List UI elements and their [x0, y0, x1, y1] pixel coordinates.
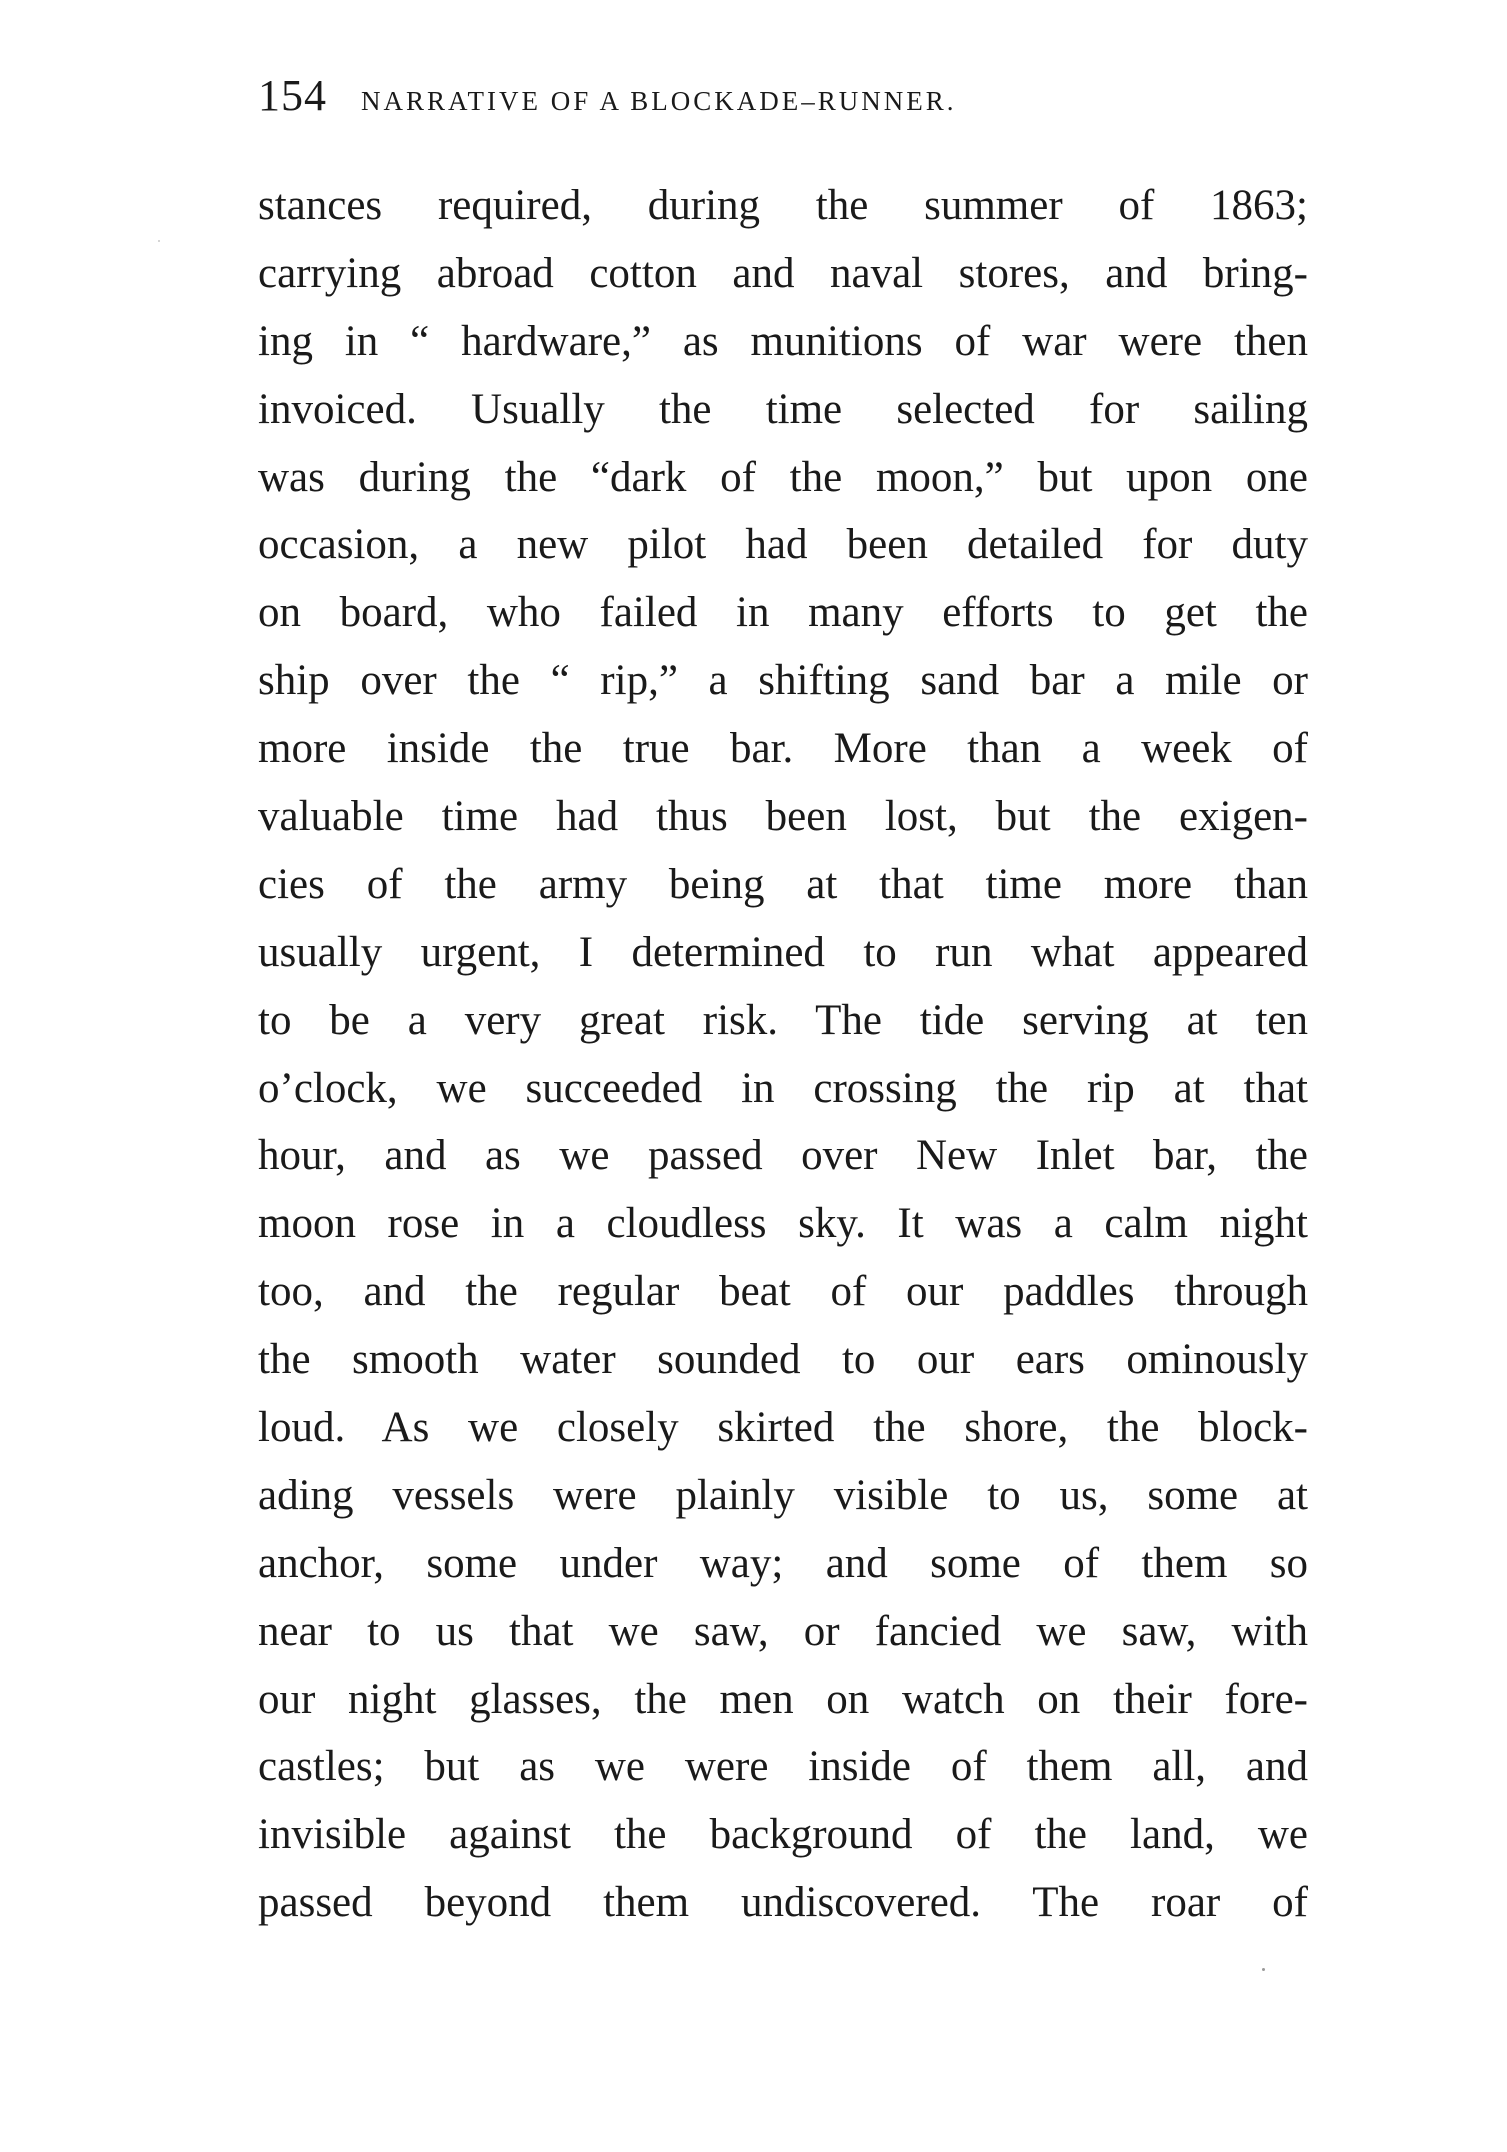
text-line: too, and the regular beat of our paddles through: [258, 1268, 1308, 1316]
text-line: more inside the true bar. More than a week of: [258, 725, 1308, 773]
text-line: anchor, some under way; and some of them so: [258, 1539, 1308, 1587]
text-line: our night glasses, the men on watch on their fore-: [258, 1675, 1308, 1723]
text-line: passed beyond them undiscovered. The roar of: [258, 1879, 1308, 1927]
page-number: 154: [258, 71, 327, 120]
text-line: valuable time had thus been lost, but the exigen-: [258, 793, 1308, 841]
text-line: hour, and as we passed over New Inlet bar, the: [258, 1132, 1308, 1180]
text-line: castles; but as we were inside of them all, and: [258, 1743, 1308, 1791]
text-line: usually urgent, I determined to run what appeared: [258, 928, 1308, 976]
text-line: invisible against the background of the land, we: [258, 1811, 1308, 1859]
text-line: occasion, a new pilot had been detailed for duty: [258, 521, 1308, 569]
text-line: stances required, during the summer of 1863;: [258, 182, 1308, 229]
text-line: near to us that we saw, or fancied we saw, with: [258, 1607, 1308, 1655]
paper-speck: [158, 240, 160, 242]
text-line: ading vessels were plainly visible to us, some at: [258, 1471, 1308, 1519]
text-line: loud. As we closely skirted the shore, the block-: [258, 1404, 1308, 1452]
text-line: cies of the army being at that time more than: [258, 860, 1308, 908]
paper-speck: [1262, 1968, 1265, 1971]
text-line: ship over the “ rip,” a shifting sand bar a mile or: [258, 657, 1308, 705]
text-line: o’clock, we succeeded in crossing the rip at that: [258, 1064, 1308, 1112]
body-text: [258, 172, 1308, 1937]
page-header: [258, 70, 1278, 130]
text-line: moon rose in a cloudless sky. It was a calm night: [258, 1200, 1308, 1248]
text-line: was during the “dark of the moon,” but upon one: [258, 453, 1308, 501]
running-title: NARRATIVE OF A BLOCKADE–RUNNER.: [361, 86, 957, 116]
text-line: carrying abroad cotton and naval stores, and bring-: [258, 249, 1308, 297]
text-line: on board, who failed in many efforts to get the: [258, 589, 1308, 637]
text-line: ing in “ hardware,” as munitions of war were then: [258, 317, 1308, 365]
text-line: invoiced. Usually the time selected for sailing: [258, 385, 1308, 433]
text-line: the smooth water sounded to our ears ominously: [258, 1336, 1308, 1384]
text-line: to be a very great risk. The tide serving at ten: [258, 996, 1308, 1044]
